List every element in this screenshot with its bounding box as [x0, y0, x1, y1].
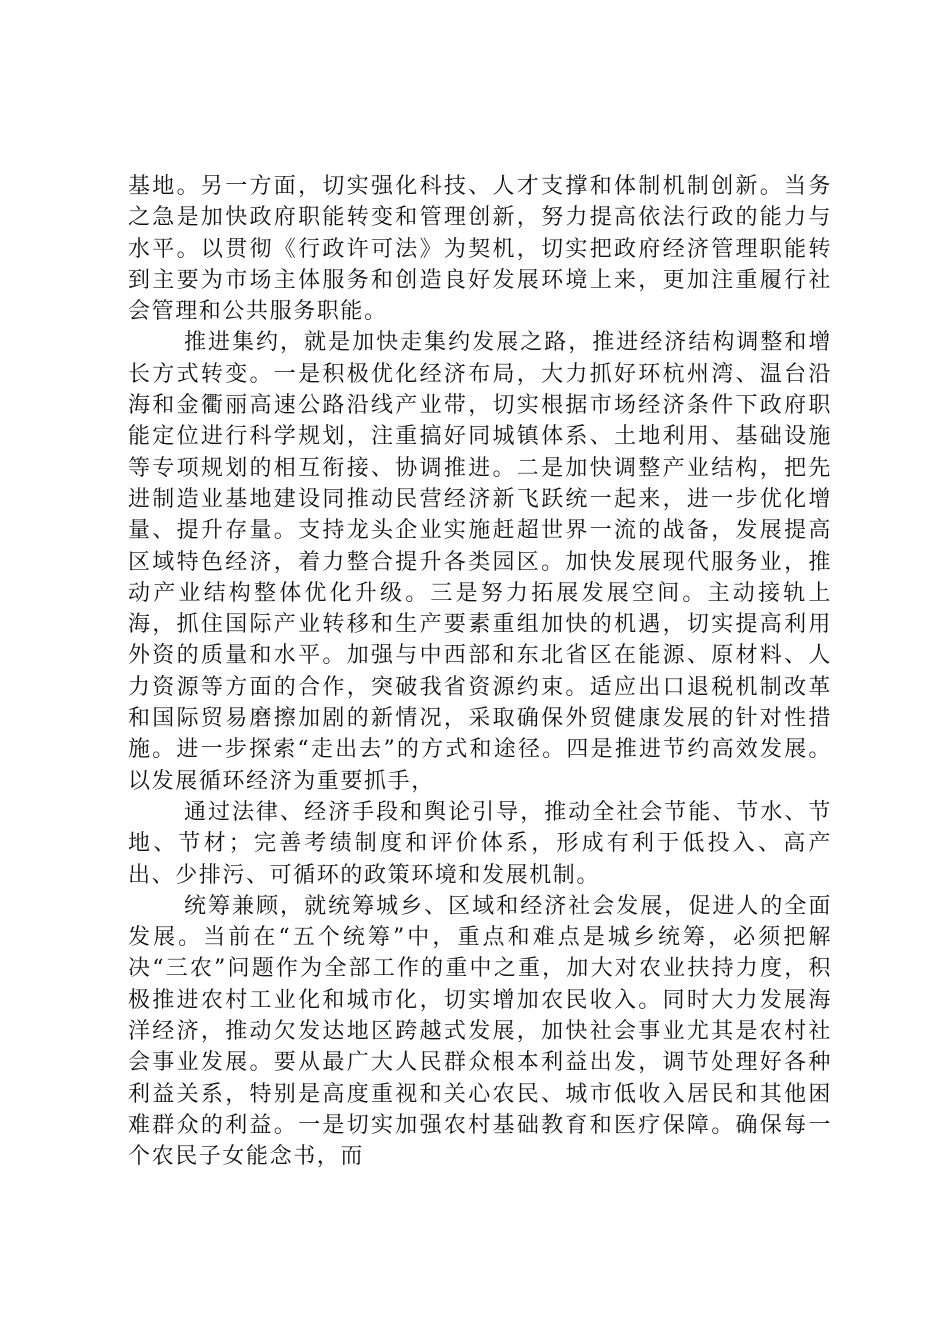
paragraph-3: 通过法律、经济手段和舆论引导，推动全社会节能、节水、节地、节材；完善考绩制度和评价体系，形成有利于低投入、高产出、少排污、可循环的政策环境和发展机制。 [128, 799, 832, 888]
paragraph-2: 推进集约，就是加快走集约发展之路，推进经济结构调整和增长方式转变。一是积极优化经济布局，大力抓好环杭州湾、温台沿海和金衢丽高速公路沿线产业带，切实根据市场经济条件下政府职能定位进行科学规划，注重搞好同城镇体系、土地利用、基础设施等专项规划的相互衔接、协调推进。二是加快调整产业结构，把先进制造业基地建设同推动民营经济新飞跃统一起来，进一步优化增量、提升存量。支持龙头企业实施赶超世界一流的战备，发展提高区域特色经济，着力整合提升各类园区。加快发展现代服务业，推动产业结构整体优化升级。三是努力拓展发展空间。主动接轨上海，抓住国际产业转移和生产要素重组加快的机遇，切实提高利用外资的质量和水平。加强与中西部和东北省区在能源、原材料、人力资源等方面的合作，突破我省资源约束。适应出口退税机制改革和国际贸易磨擦加剧的新情况，采取确保外贸健康发展的针对性措施。进一步探索“走出去”的方式和途径。四是推进节约高效发展。以发展循环经济为重要抓手， [128, 330, 832, 794]
document-body [128, 171, 832, 1173]
paragraph-1: 基地。另一方面，切实强化科技、人才支撑和体制机制创新。当务之急是加快政府职能转变和管理创新，努力提高依法行政的能力与水平。以贯彻《行政许可法》为契机，切实把政府经济管理职能转到主要为市场主体服务和创造良好发展环境上来，更加注重履行社会管理和公共服务职能。 [128, 174, 832, 325]
paragraph-4: 统筹兼顾，就统筹城乡、区域和经济社会发展，促进人的全面发展。当前在“五个统筹”中，重点和难点是城乡统筹，必须把解决“三农”问题作为全部工作的重中之重，加大对农业扶持力度，积极推进农村工业化和城市化，切实增加农民收入。同时大力发展海洋经济，推动欠发达地区跨越式发展，加快社会事业尤其是农村社会事业发展。要从最广大人民群众根本利益出发，调节处理好各种利益关系，特别是高度重视和关心农民、城市低收入居民和其他困难群众的利益。一是切实加强农村基础教育和医疗保障。确保每一个农民子女能念书，而 [128, 893, 832, 1170]
